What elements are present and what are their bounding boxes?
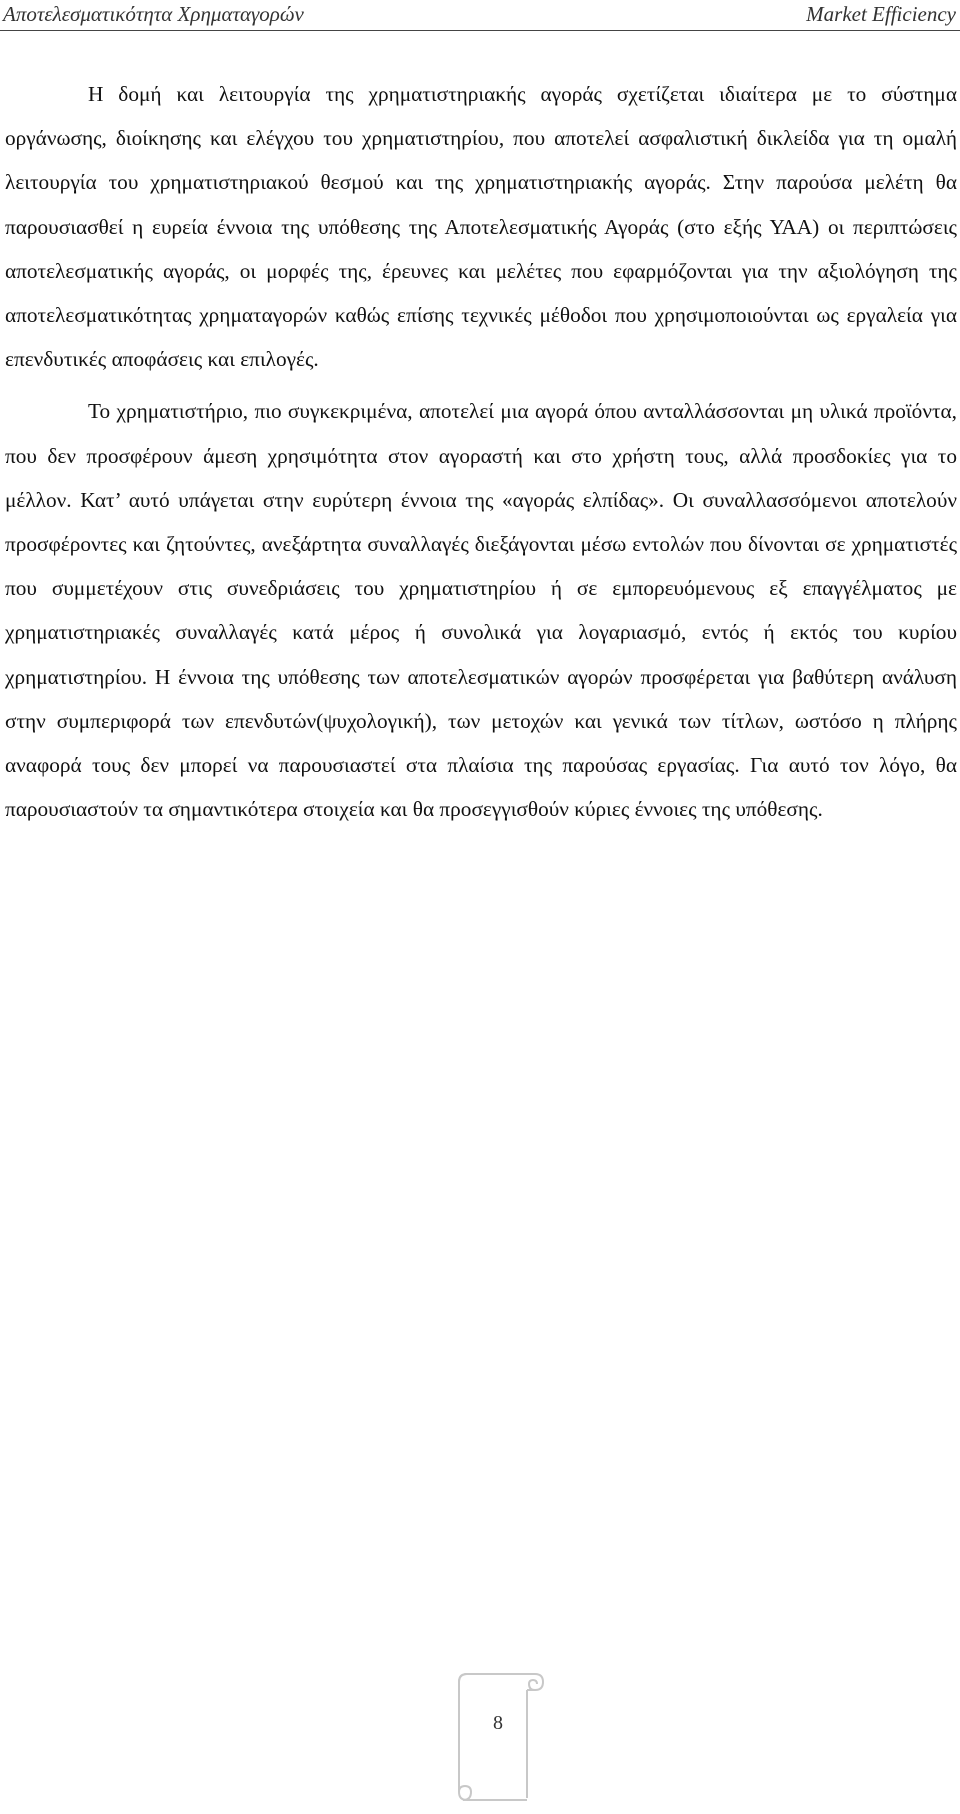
document-body <box>5 72 957 839</box>
paragraph-1: Η δομή και λειτουργία της χρηματιστηριακής αγοράς σχετίζεται ιδιαίτερα με το σύστημα οργάνωσης, διοίκησης και ελέγχου του χρηματιστηρίου, που αποτελεί ασφαλιστική δικλείδα για τη ομαλή λειτουργία του χρηματιστηριακού θεσμού και της χρηματιστηριακής αγοράς. Στην παρούσα μελέτη θα παρουσιασθεί η ευρεία έννοια της υπόθεσης της Αποτελεσματικής Αγοράς (στο εξής ΥΑΑ) οι περιπτώσεις αποτελεσματικής αγοράς, οι μορφές της, έρευνες και μελέτες που εφαρμόζονται για την αξιολόγηση της αποτελεσματικότητας χρηματαγορών καθώς επίσης τεχνικές μέθοδοι που χρησιμοποιούνται ως εργαλεία για επενδυτικές αποφάσεις και επιλογές. <box>5 82 957 372</box>
page-number: 8 <box>493 1712 503 1734</box>
scroll-icon <box>449 1668 549 1808</box>
page-footer <box>449 1668 549 1808</box>
header-right-title: Market Efficiency <box>806 2 956 26</box>
header-left-title: Αποτελεσματικότητα Χρηματαγορών <box>3 2 304 26</box>
paragraph-2: Το χρηματιστήριο, πιο συγκεκριμένα, αποτελεί μια αγορά όπου ανταλλάσσονται μη υλικά προϊόντα, που δεν προσφέρουν άμεση χρησιμότητα στον αγοραστή και στο χρήστη τους, αλλά προσδοκίες για το μέλλον. Κατ’ αυτό υπάγεται στην ευρύτερη έννοια της «αγοράς ελπίδας». Οι συναλλασσόμενοι αποτελούν προσφέροντες και ζητούντες, ανεξάρτητα συναλλαγές διεξάγονται μέσω εντολών που δίνονται σε χρηματιστές που συμμετέχουν στις συνεδριάσεις του χρηματιστηρίου ή σε εμπορευόμενους εξ επαγγέλματος με χρηματιστηριακές συναλλαγές κατά μέρος ή συνολικά για λογαριασμό, εντός ή εκτός του κυρίου χρηματιστηρίου. Η έννοια της υπόθεσης των αποτελεσματικών αγορών προσφέρεται για βαθύτερη ανάλυση στην συμπεριφορά των επενδυτών(ψυχολογική), των μετοχών και γενικά των τίτλων, ωστόσο η πλήρης αναφορά τους δεν μπορεί να παρουσιαστεί στα πλαίσια της παρούσας εργασίας. Για αυτό τον λόγο, θα παρουσιαστούν τα σημαντικότερα στοιχεία και θα προσεγγισθούν κύριες έννοιες της υπόθεσης. <box>5 399 957 822</box>
page-header <box>0 0 960 31</box>
